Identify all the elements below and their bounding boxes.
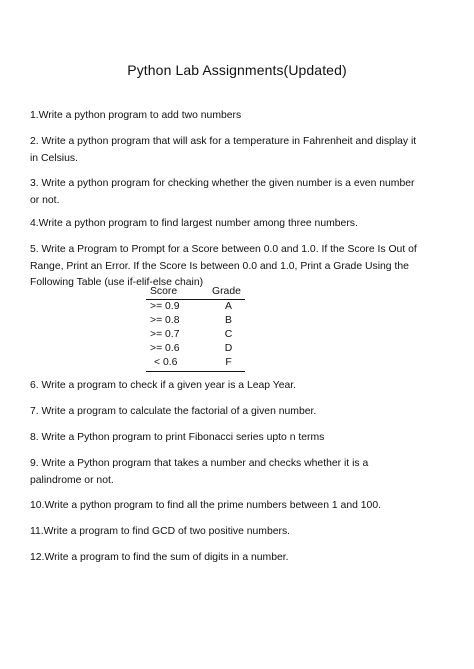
grade-cell: A (225, 301, 232, 313)
score-cell: >= 0.8 (150, 315, 180, 327)
table-row (146, 314, 245, 328)
grade-cell: F (212, 356, 245, 371)
assignment-item: 5. Write a Program to Prompt for a Score between 0.0 and 1.0. If the Score Is Out of Range, Print an Error. If the Score Is between 0.0 and 1.0, Print a Grade Using the Following Table (use if-elif-else chain) (30, 244, 417, 288)
grade-cell: C (224, 329, 233, 341)
score-cell: < 0.6 (146, 356, 212, 371)
assignment-item: 11.Write a program to find GCD of two positive numbers. (30, 526, 291, 537)
score-cell: >= 0.9 (150, 301, 180, 313)
table-row (146, 300, 245, 315)
assignment-item: 8. Write a Python program to print Fibonacci series upto n terms (30, 432, 325, 443)
assignment-item: 10.Write a python program to find all the prime numbers between 1 and 100. (30, 500, 381, 511)
table-row (146, 328, 245, 342)
assignment-item: 6. Write a program to check if a given year is a Leap Year. (30, 380, 297, 391)
header-score: Score (146, 285, 212, 300)
assignment-item: 7. Write a program to calculate the factorial of a given number. (30, 406, 317, 417)
grade-table (146, 285, 245, 372)
assignment-item: 3. Write a python program for checking whether the given number is a even number or not. (30, 178, 415, 206)
assignment-item: 2. Write a python program that will ask for a temperature in Fahrenheit and display it in Celsius. (30, 136, 417, 164)
grade-table-header-row (146, 285, 245, 300)
table-row (146, 356, 245, 371)
assignment-item: 1.Write a python program to add two numbers (30, 110, 242, 121)
page-title: Python Lab Assignments(Updated) (127, 62, 347, 78)
assignment-item: 9. Write a Python program that takes a number and checks whether it is a palindrome or not. (30, 458, 369, 486)
assignment-item: 4.Write a python program to find largest number among three numbers. (30, 218, 358, 229)
assignment-item: 12.Write a program to find the sum of digits in a number. (30, 552, 289, 563)
table-row (146, 342, 245, 356)
header-grade: Grade (212, 285, 245, 300)
score-cell: >= 0.6 (150, 343, 180, 355)
score-cell: >= 0.7 (150, 329, 180, 341)
grade-cell: D (224, 343, 233, 355)
grade-cell: B (225, 315, 232, 327)
